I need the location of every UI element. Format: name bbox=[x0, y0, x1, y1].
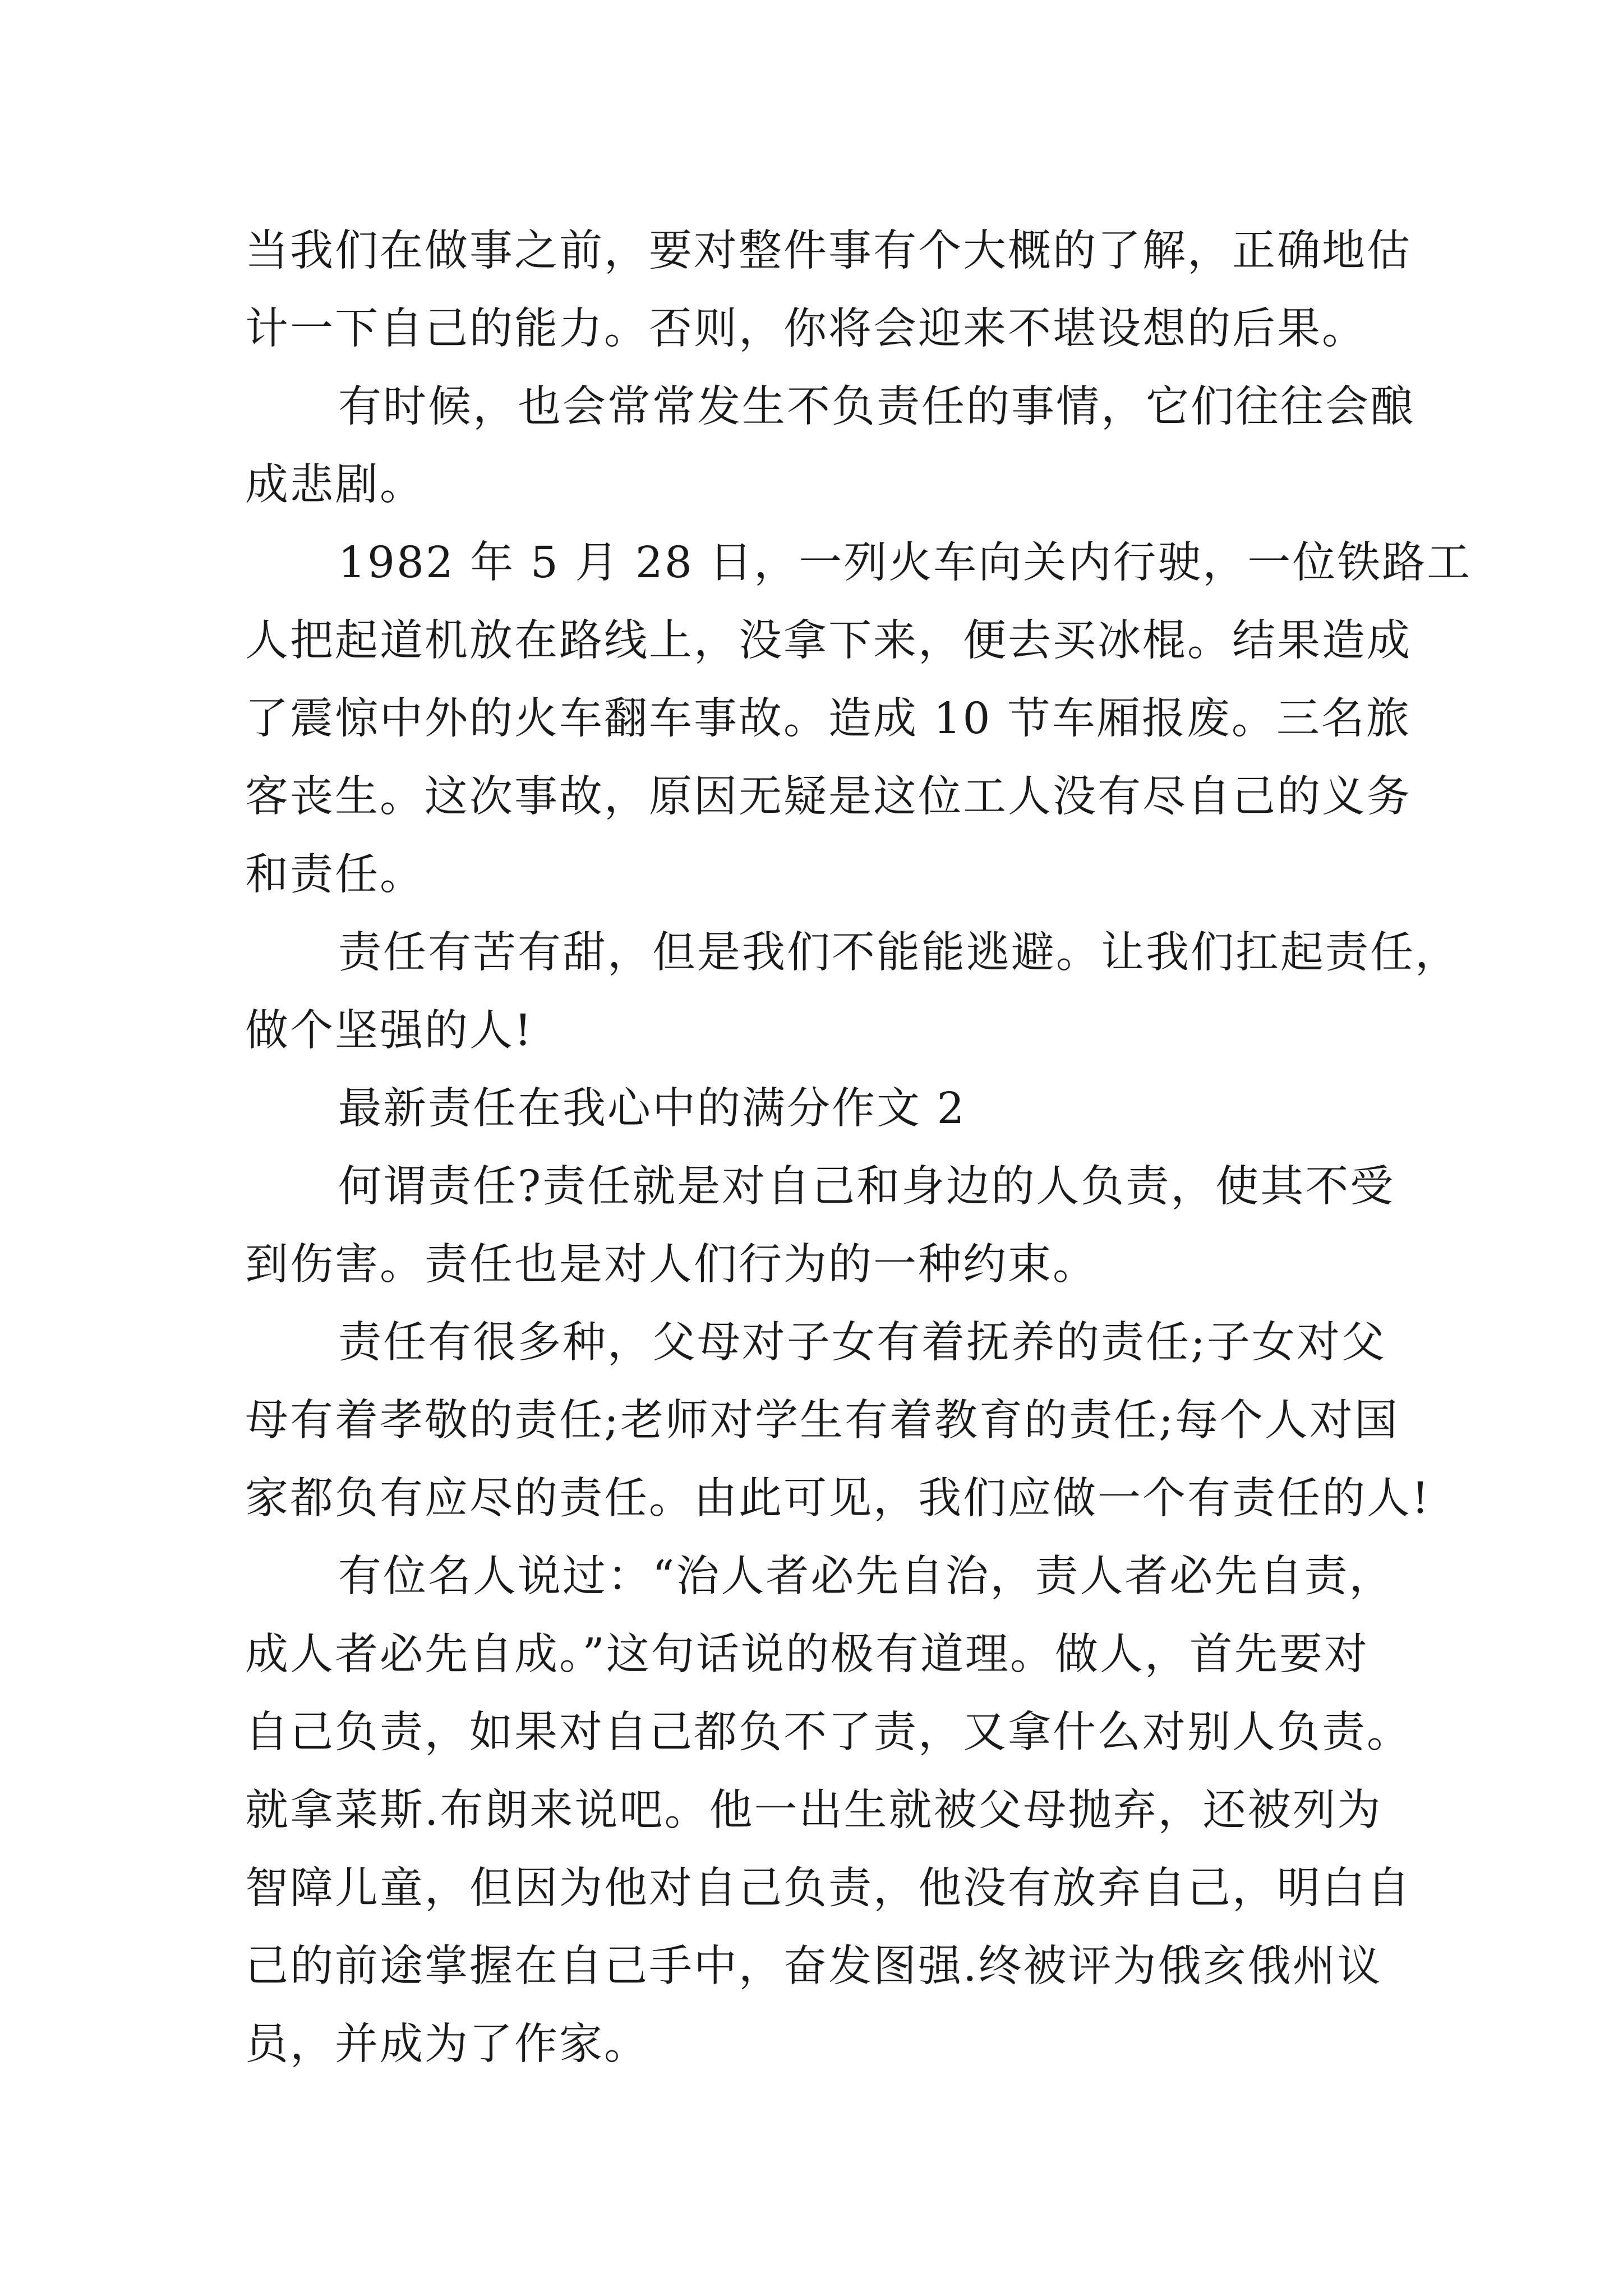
paragraph-start-line: 1982 年 5 月 28 日，一列火车向关内行驶，一位铁路工 bbox=[338, 538, 1472, 588]
text-line: 和责任。 bbox=[245, 850, 425, 900]
text-line: 成人者必先自成。”这句话说的极有道理。做人，首先要对 bbox=[245, 1630, 1369, 1680]
text-line: 己的前途掌握在自己手中，奋发图强.终被评为俄亥俄州议 bbox=[245, 1941, 1382, 1991]
paragraph-start-line: 有位名人说过：“治人者必先自治，责人者必先自责， bbox=[338, 1552, 1394, 1602]
text-line: 计一下自己的能力。否则，你将会迎来不堪设想的后果。 bbox=[245, 304, 1367, 354]
text-line: 做个坚强的人! bbox=[245, 1006, 533, 1056]
text-line: 母有着孝敬的责任;老师对学生有着教育的责任;每个人对国 bbox=[245, 1396, 1399, 1446]
text-line: 成悲剧。 bbox=[245, 460, 425, 510]
paragraph-start-line: 责任有苦有甜，但是我们不能能逃避。让我们扛起责任， bbox=[338, 928, 1460, 978]
text-line: 自己负责，如果对自己都负不了责，又拿什么对别人负责。 bbox=[245, 1708, 1412, 1757]
text-line: 员，并成为了作家。 bbox=[245, 2019, 649, 2069]
text-line: 智障儿童，但因为他对自己负责，他没有放弃自己，明白自 bbox=[245, 1864, 1412, 1913]
paragraph-start-line: 何谓责任?责任就是对自己和身边的人负责，使其不受 bbox=[338, 1162, 1395, 1212]
text-line: 就拿菜斯.布朗来说吧。他一出生就被父母抛弃，还被列为 bbox=[245, 1786, 1382, 1835]
paragraph-start-line: 有时候，也会常常发生不负责任的事情，它们往往会酿 bbox=[338, 382, 1415, 432]
text-line: 当我们在做事之前，要对整件事有个大概的了解，正确地估 bbox=[245, 226, 1412, 276]
text-line: 客丧生。这次事故，原因无疑是这位工人没有尽自己的义务 bbox=[245, 772, 1412, 822]
text-line: 人把起道机放在路线上，没拿下来，便去买冰棍。结果造成 bbox=[245, 616, 1412, 666]
text-line: 了震惊中外的火车翻车事故。造成 10 节车厢报废。三名旅 bbox=[245, 694, 1411, 744]
essay-body bbox=[245, 212, 1472, 2083]
paragraph-start-line: 责任有很多种，父母对子女有着抚养的责任;子女对父 bbox=[338, 1318, 1386, 1368]
text-line: 到伤害。责任也是对人们行为的一种约束。 bbox=[245, 1240, 1098, 1290]
text-line: 家都负有应尽的责任。由此可见，我们应做一个有责任的人! bbox=[245, 1474, 1431, 1524]
section-heading: 最新责任在我心中的满分作文 2 bbox=[338, 1084, 966, 1134]
